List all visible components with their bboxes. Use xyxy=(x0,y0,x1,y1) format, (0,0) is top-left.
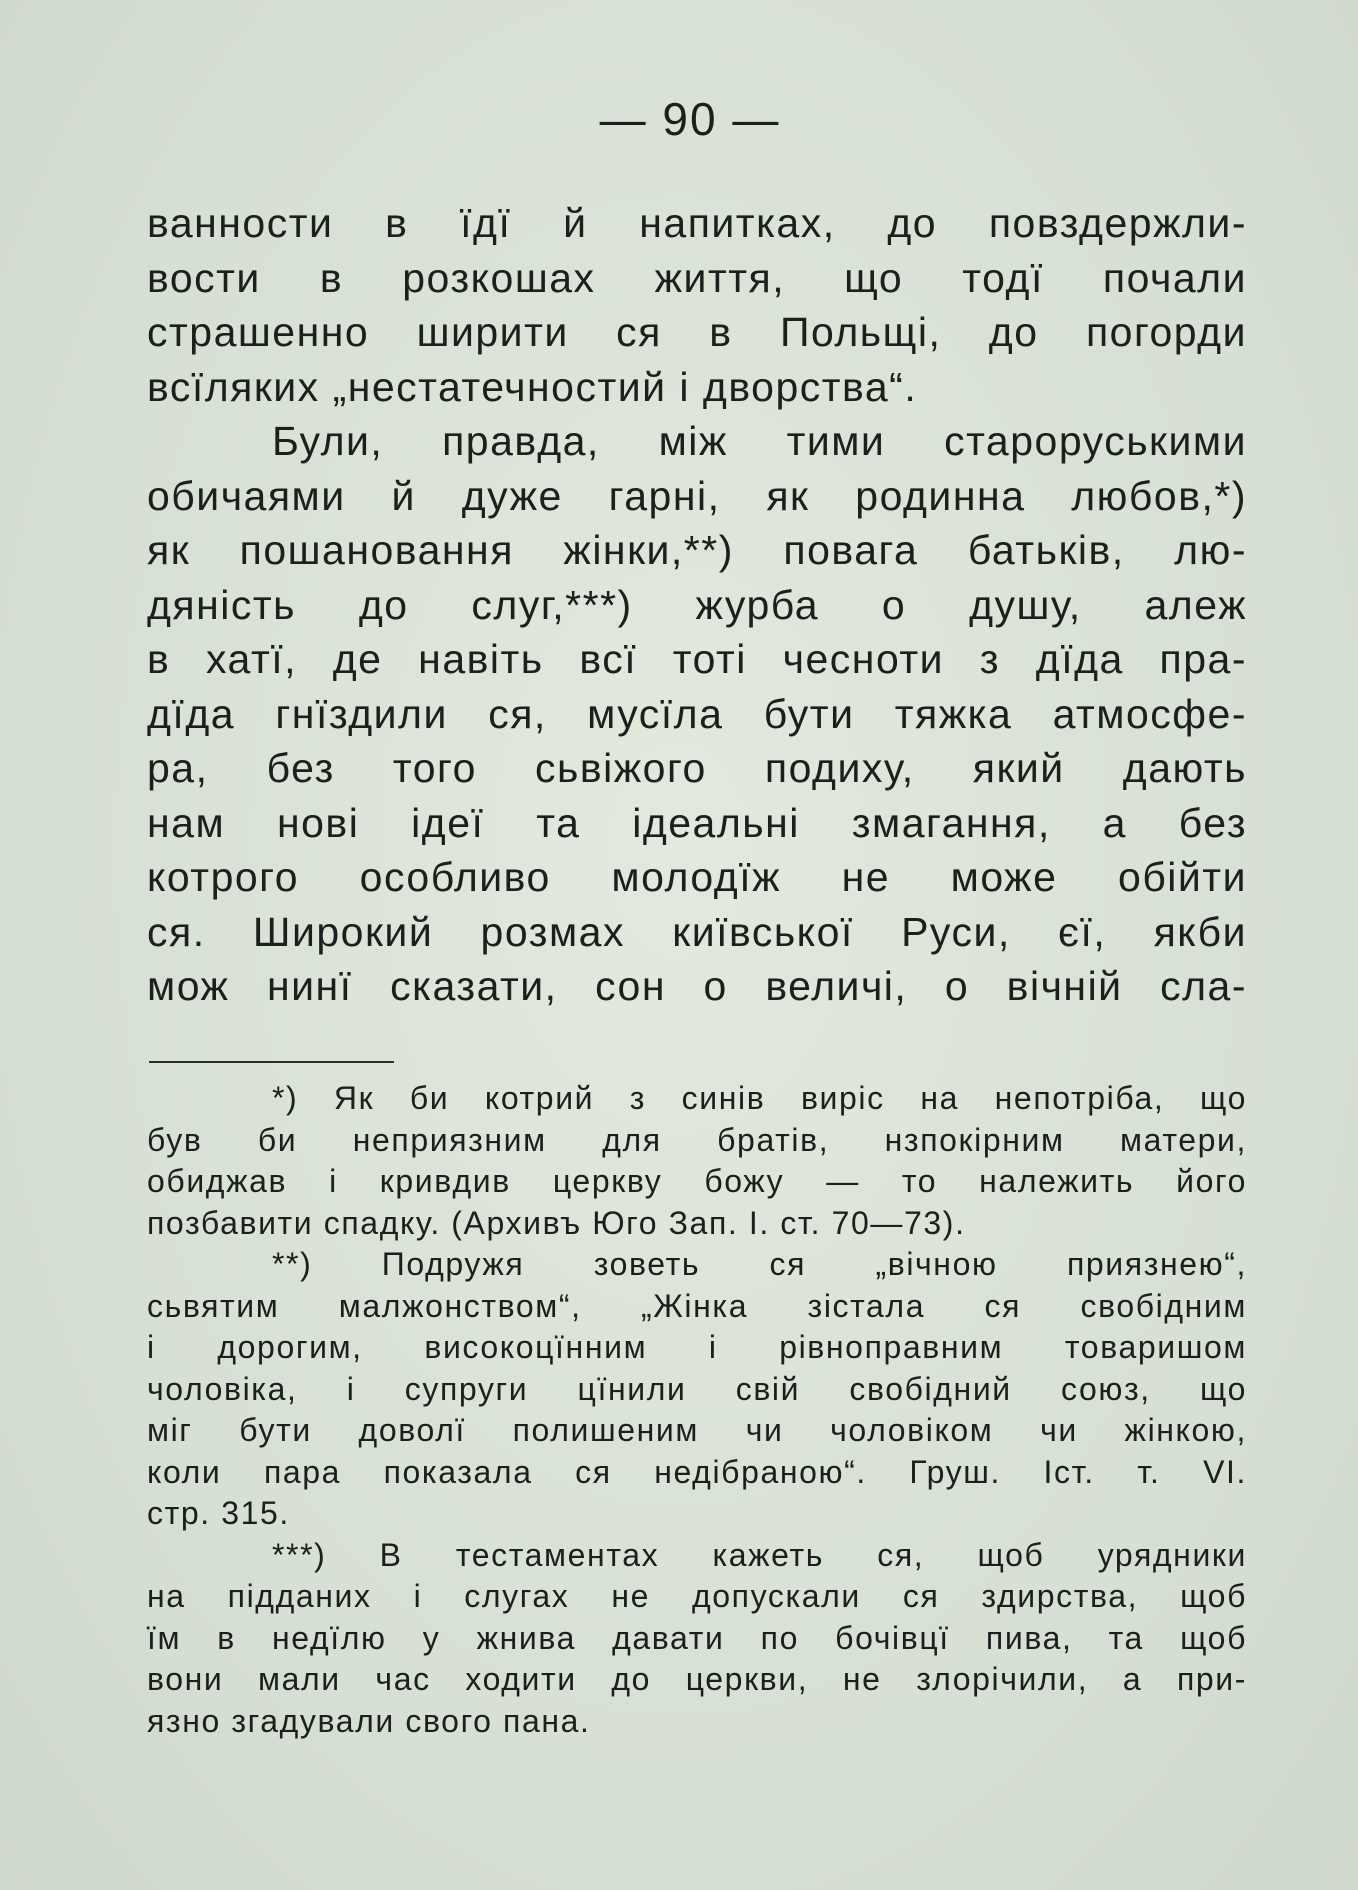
main-paragraph xyxy=(147,196,1247,1014)
footnote-line: чоловіка, і супруги цїнили свій свобідний союз, що xyxy=(147,1370,1247,1407)
footnote-line: міг бути доволї полишеним чи чоловіком чи жінкою, xyxy=(147,1412,1247,1448)
footnote-line: стр. 315. xyxy=(147,1495,290,1531)
footnote-line: вони мали час ходити до церкви, не злорічили, а при- xyxy=(147,1661,1247,1697)
text-line: вости в розкошах життя, що тодї почали xyxy=(147,254,1247,301)
text-line: страшенно ширити ся в Польщі, до погорди xyxy=(147,309,1247,355)
footnote-line: і дорогим, високоцїнним і рівноправним товаришом xyxy=(147,1329,1247,1365)
text-line: мож нинї сказати, сон о величі, о вічній сла- xyxy=(147,963,1247,1009)
footnote-line: на підданих і слугах не допускали ся здирства, щоб xyxy=(147,1578,1247,1614)
footnote-line: коли пара показала ся недібраною“. Груш. Іст. т. VI. xyxy=(147,1453,1247,1490)
text-line: як пошановання жінки,**) повага батьків, лю- xyxy=(147,527,1247,573)
footnote-line: позбавити спадку. (Архивъ Юго Зап. І. ст. 70—73). xyxy=(147,1204,966,1241)
footnote-1 xyxy=(147,1078,1247,1244)
footnote-2 xyxy=(147,1244,1247,1535)
footnote-3 xyxy=(147,1535,1247,1743)
footnote-line: ***) В тестаментах кажеть ся, щоб урядники xyxy=(272,1536,1247,1573)
footnote-line: сьвятим малжонством“, „Жінка зістала ся свобідним xyxy=(147,1287,1247,1324)
footnote-line: *) Як би котрий з синів виріс на непотріба, що xyxy=(272,1080,1247,1116)
page-number: — 90 — xyxy=(599,93,781,145)
text-line: обичаями й дуже гарні, як родинна любов,*) xyxy=(147,472,1247,519)
text-line: котрого особливо молодїж не може обійти xyxy=(147,854,1247,900)
text-line: ся. Широкий розмах київської Руси, єї, якби xyxy=(147,908,1247,955)
text-line: дїда гнїздили ся, мусїла бути тяжка атмосфе- xyxy=(147,690,1247,737)
footnote-line: **) Подружя зоветь ся „вічною приязнею“, xyxy=(272,1246,1247,1282)
text-line: всїляких „нестатечностий і дворства“. xyxy=(147,363,918,410)
footnote-line: був би неприязним для братів, нзпокірним матери, xyxy=(147,1121,1247,1158)
footnote-line: язно згадували свого пана. xyxy=(147,1702,591,1739)
text-line: в хатї, де навіть всї тоті чесноти з дїда пра- xyxy=(147,636,1247,682)
footnote-line: обиджав і кривдив церкву божу — то належить його xyxy=(147,1163,1247,1199)
text-line: Були, правда, між тими староруськими xyxy=(272,418,1247,464)
footnotes xyxy=(147,1078,1247,1742)
text-line: ванности в їдї й напитках, до повздержли- xyxy=(147,200,1247,246)
text-line: нам нові ідеї та ідеальні змагання, а без xyxy=(147,799,1247,846)
text-line: ра, без того сьвіжого подиху, який дають xyxy=(147,745,1247,791)
text-line: дяність до слуг,***) журба о душу, алеж xyxy=(147,581,1247,628)
footnote-line: їм в недїлю у жнива давати по бочівцї пива, та щоб xyxy=(147,1619,1247,1656)
footnote-divider xyxy=(149,1061,394,1063)
